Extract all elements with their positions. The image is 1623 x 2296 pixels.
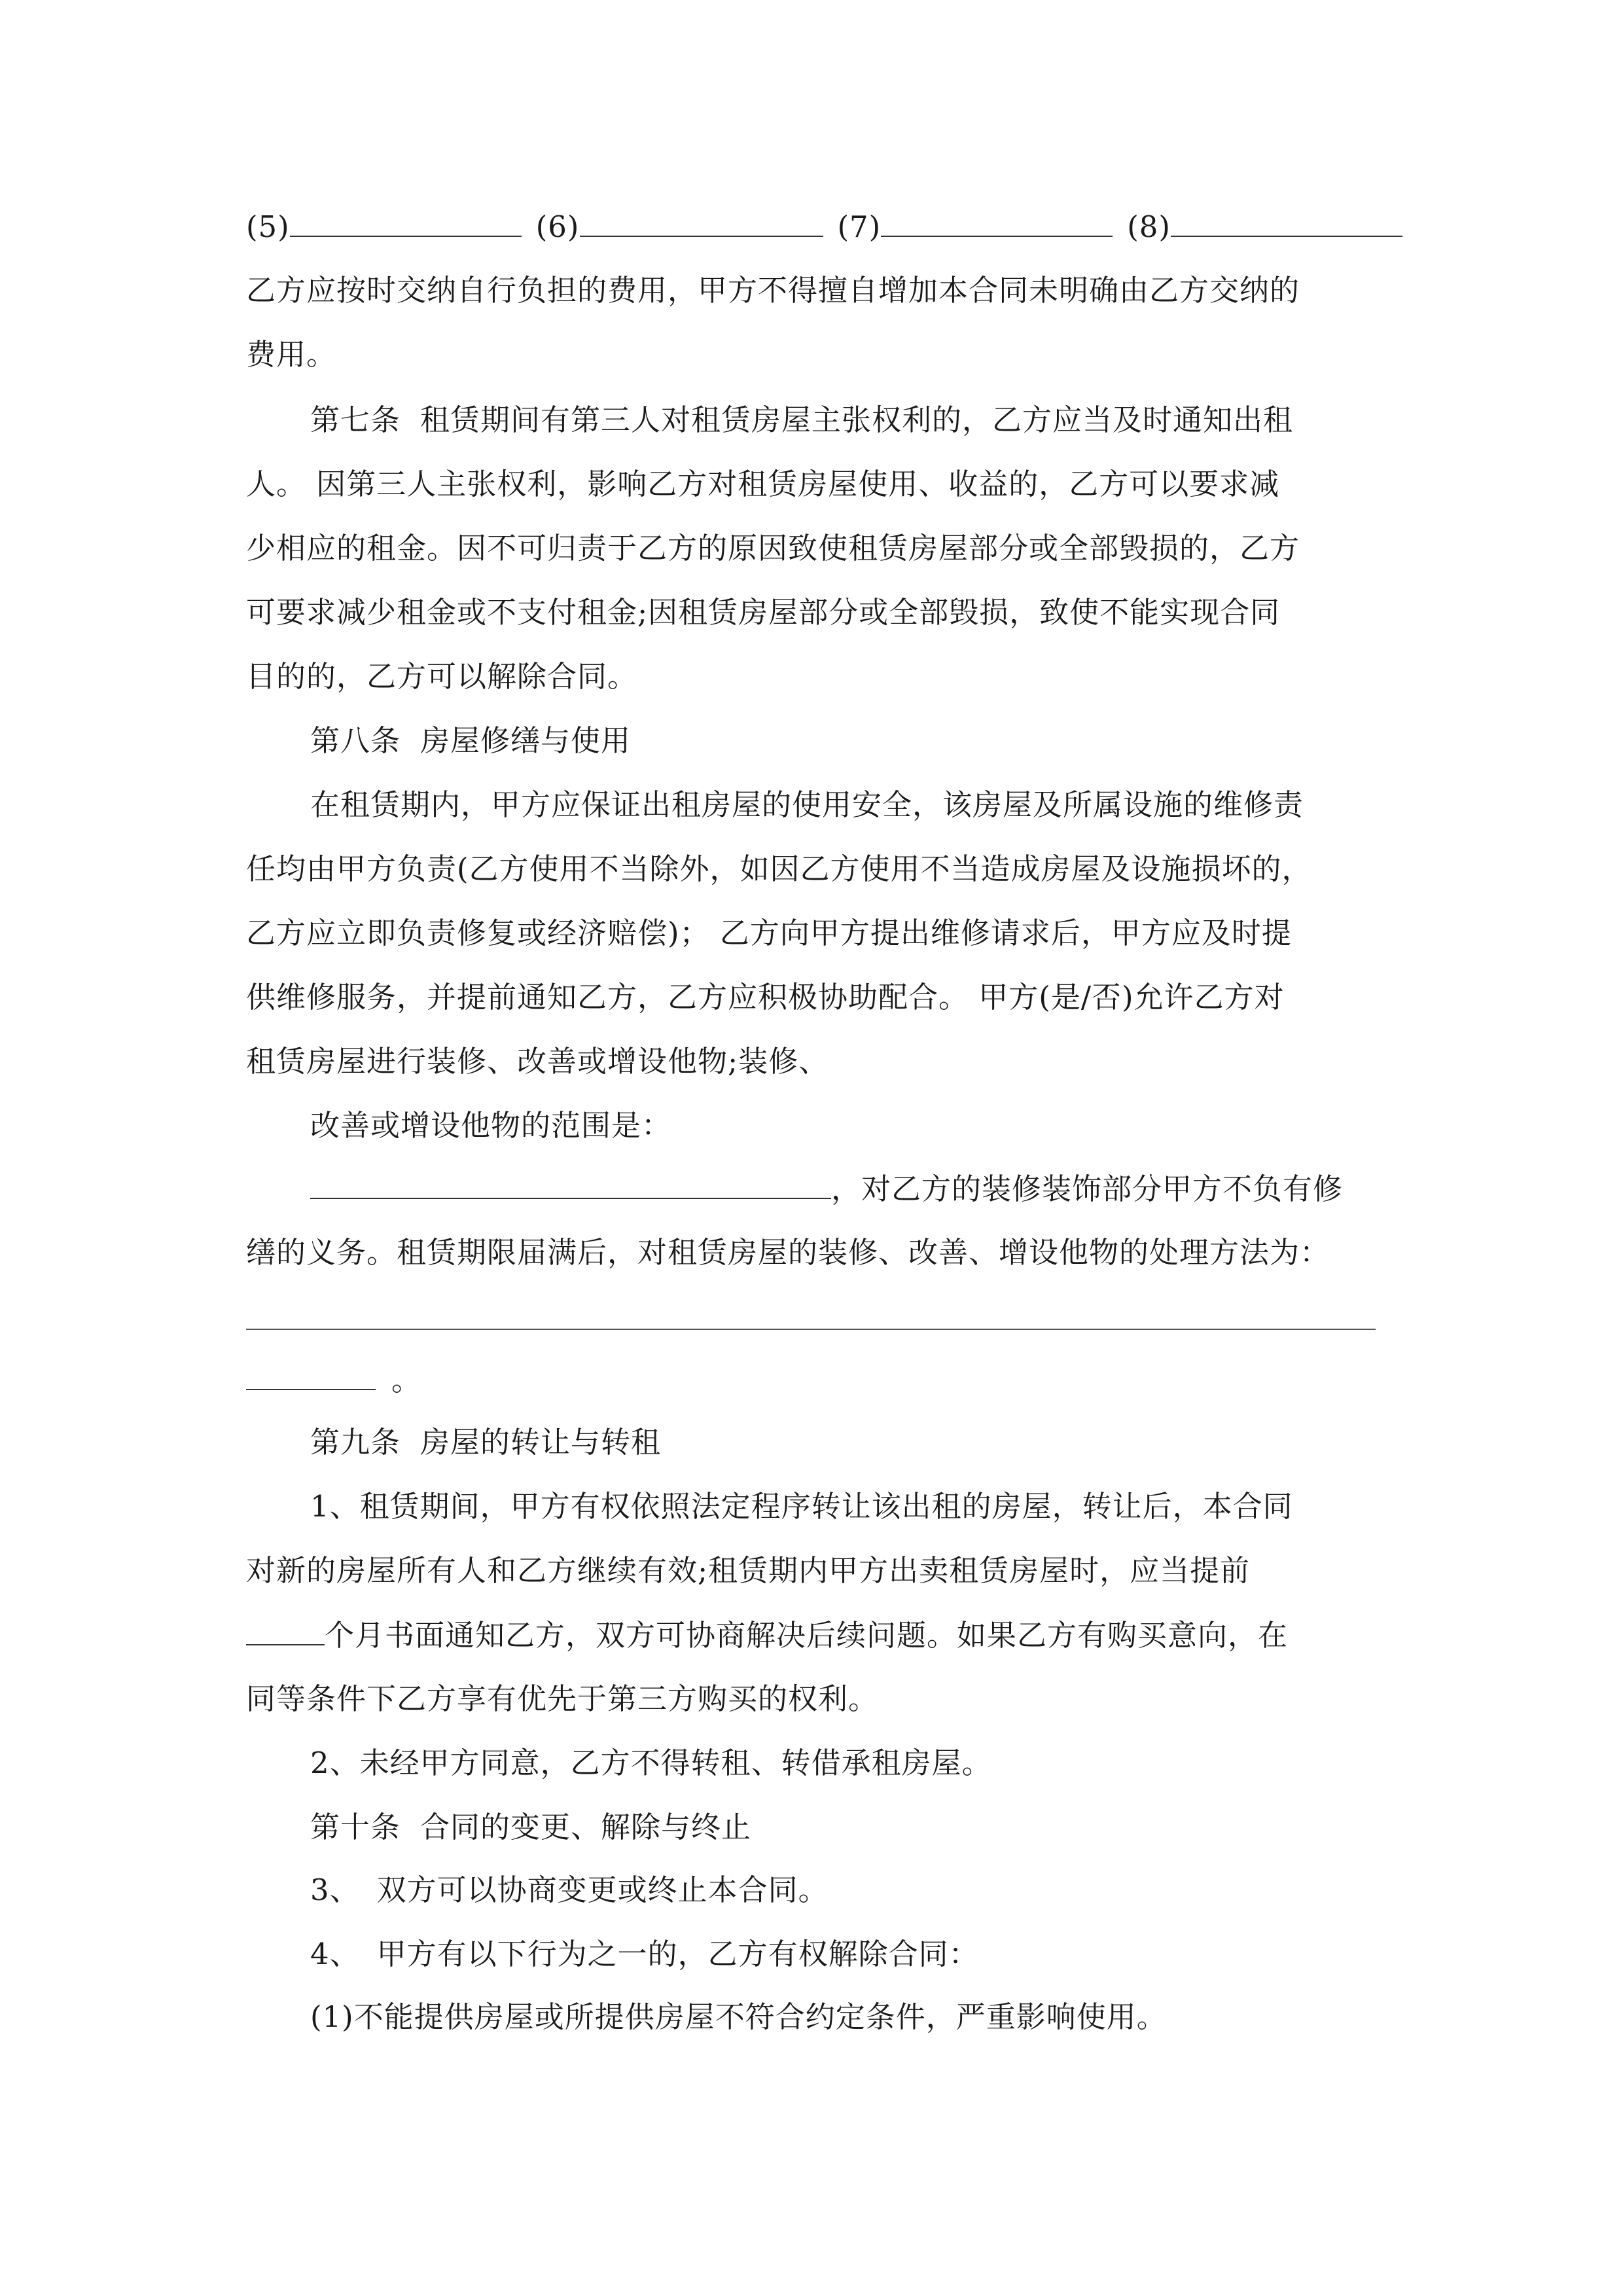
clause-3-number: 3、 — [310, 1873, 360, 1907]
field-label-7: (7) — [837, 209, 882, 244]
article-10-heading-text: 合同的变更、解除与终止 — [420, 1810, 752, 1844]
blank-field-8[interactable] — [1171, 207, 1402, 237]
period-mark: 。 — [391, 1363, 422, 1397]
scope-line — [310, 1169, 1343, 1209]
renovation-scope-blank[interactable] — [310, 1169, 831, 1199]
paragraph-line: 改善或增设他物的范围是： — [310, 1108, 672, 1143]
field-label-6: (6) — [535, 209, 580, 244]
paragraph-line: 1、租赁期间，甲方有权依照法定程序转让该出租的房屋，转让后，本合同 — [310, 1489, 1293, 1524]
paragraph-line: 供维修服务，并提前通知乙方，乙方应积极协助配合。 甲方(是/否)允许乙方对 — [246, 980, 1285, 1014]
paragraph-line: 少相应的租金。因不可归责于乙方的原因致使租赁房屋部分或全部毁损的，乙方 — [246, 531, 1300, 565]
article-8-heading — [310, 721, 631, 761]
paragraph-line: 2、未经甲方同意，乙方不得转租、转借承租房屋。 — [310, 1746, 992, 1780]
paragraph-line: 目的的，乙方可以解除合同。 — [246, 659, 638, 694]
paragraph-line: 人。 因第三人主张权利，影响乙方对租赁房屋使用、收益的，乙方可以要求减 — [246, 467, 1280, 501]
paragraph-line: 乙方应按时交纳自行负担的费用，甲方不得擅自增加本合同未明确由乙方交纳的 — [246, 273, 1300, 308]
paragraph-line: 可要求减少租金或不支付租金;因租赁房屋部分或全部毁损，致使不能实现合同 — [246, 595, 1281, 630]
handling-method-blank-end[interactable] — [246, 1360, 376, 1390]
field-label-8: (8) — [1127, 209, 1171, 244]
paragraph-line: (1)不能提供房屋或所提供房屋不符合约定条件，严重影响使用。 — [310, 2000, 1167, 2034]
article-10-heading — [310, 1808, 751, 1847]
article-8-title: 第八条 — [310, 723, 401, 758]
paragraph-line: 同等条件下乙方享有优先于第三方购买的权利。 — [246, 1681, 879, 1716]
handling-method-end-line — [246, 1360, 421, 1400]
clause-4-text: 甲方有以下行为之一的，乙方有权解除合同： — [376, 1937, 979, 1971]
paragraph-line: 乙方应立即负责修复或经济赔偿)； 乙方向甲方提出维修请求后，甲方应及时提 — [246, 916, 1292, 950]
paragraph-line: 对新的房屋所有人和乙方继续有效;租赁期内甲方出卖租赁房屋时，应当提前 — [246, 1553, 1251, 1588]
clause-3-line — [310, 1871, 829, 1910]
clause-4-number: 4、 — [310, 1937, 360, 1971]
article-7-line — [310, 401, 1293, 440]
paragraph-line: 缮的义务。租赁期限届满后，对租赁房屋的装修、改善、增设他物的处理方法为： — [246, 1235, 1330, 1270]
notice-months-blank[interactable] — [246, 1615, 325, 1645]
clause-4-line — [310, 1935, 979, 1974]
article-9-title: 第九条 — [310, 1425, 401, 1460]
paragraph-line: 租赁房屋进行装修、改善或增设他物;装修、 — [246, 1044, 829, 1079]
field-label-5: (5) — [246, 209, 290, 244]
article-10-title: 第十条 — [310, 1810, 401, 1844]
blank-field-6[interactable] — [580, 207, 823, 237]
clause-3-text: 双方可以协商变更或终止本合同。 — [376, 1873, 829, 1907]
blank-field-5[interactable] — [290, 207, 522, 237]
article-9-heading — [310, 1423, 661, 1462]
paragraph-line: 在租赁期内，甲方应保证出租房屋的使用安全，该房屋及所属设施的维修责 — [310, 787, 1304, 822]
scope-line-text: ，对乙方的装修装饰部分甲方不负有修 — [831, 1172, 1344, 1206]
paragraph-line: 费用。 — [246, 337, 337, 372]
blank-field-7[interactable] — [881, 207, 1113, 237]
article-9-heading-text: 房屋的转让与转租 — [420, 1425, 662, 1460]
article-7-text: 租赁期间有第三人对租赁房屋主张权利的，乙方应当及时通知出租 — [420, 403, 1294, 437]
article-7-title: 第七条 — [310, 403, 401, 437]
notice-months-text: 个月书面通知乙方，双方可协商解决后续问题。如果乙方有购买意向，在 — [325, 1618, 1289, 1653]
notice-months-line — [246, 1615, 1288, 1655]
paragraph-line: 任均由甲方负责(乙方使用不当除外，如因乙方使用不当造成房屋及设施损坏的， — [246, 852, 1312, 886]
handling-method-blank[interactable] — [246, 1329, 1376, 1330]
article-8-heading-text: 房屋修缮与使用 — [420, 723, 632, 758]
blank-fields-row — [246, 207, 1402, 247]
